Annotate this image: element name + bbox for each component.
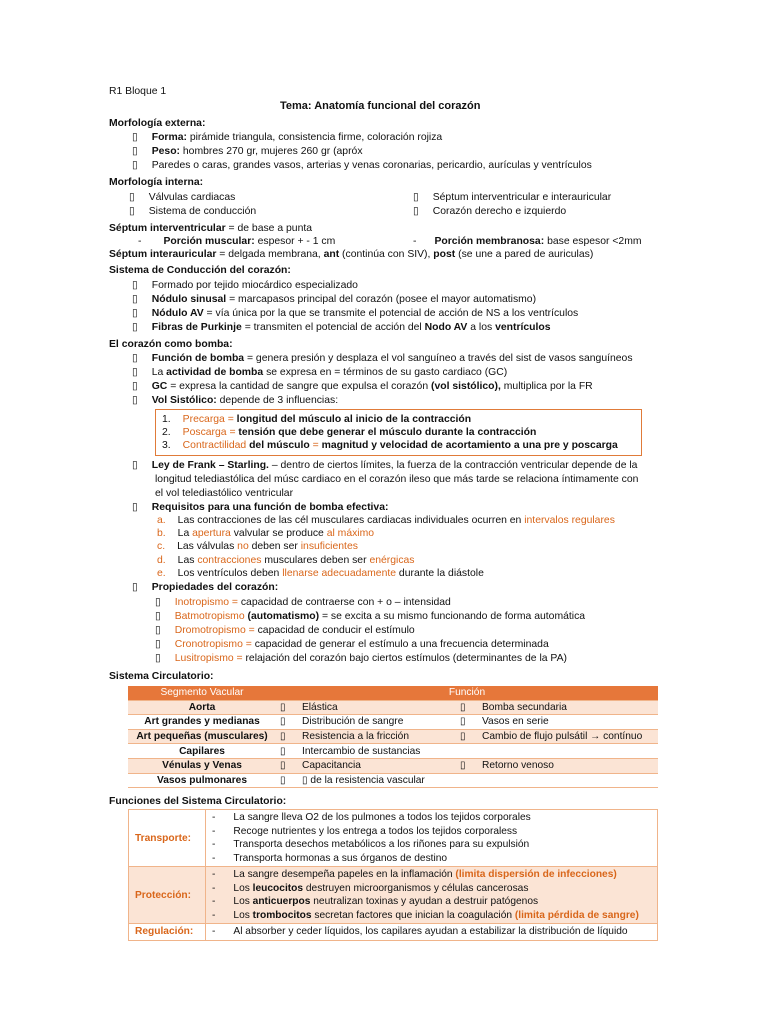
table-row: [129, 924, 658, 941]
septum-muscular: - Porción muscular: espesor + - 1 cm: [138, 236, 336, 247]
segment-cell: Aorta: [128, 700, 276, 715]
functions-table: [128, 809, 658, 941]
list-item: - Transporta desechos metabólicos a los riñones para su expulsión: [212, 839, 530, 850]
group-items: [206, 867, 658, 924]
list-item: - Los leucocitos destruyen microorganismos y células cancerosas: [212, 882, 529, 894]
requisito-item: c. Las válvulas no deben ser insuficientes: [157, 541, 358, 552]
influencia-item: 3. Contractilidad del músculo = magnitud y velocidad de acortamiento a una pre y poscarga: [162, 440, 618, 451]
bullet-cell: ▯: [276, 744, 298, 759]
section-heading: Sistema Circulatorio:: [109, 671, 214, 682]
list-item: ▯ Fibras de Purkinje = transmiten el potencial de acción del Nodo AV a los ventrículos: [132, 322, 551, 333]
table-row: [128, 744, 658, 759]
list-item: - La sangre lleva O2 de los pulmones a todos los tejidos corporales: [212, 812, 531, 823]
list-item: ▯ Sistema de conducción: [129, 206, 257, 217]
col-header: Función: [276, 686, 658, 700]
bullet-cell: ▯: [456, 715, 478, 730]
list-item: - Recoge nutrientes y los entrega a todos los tejidos corporaless: [212, 825, 518, 837]
table-row: [128, 700, 658, 715]
bullet-cell: ▯: [276, 773, 298, 788]
circulatory-table: [128, 686, 658, 788]
segment-cell: Vasos pulmonares: [128, 773, 276, 788]
function-cell: Vasos en serie: [478, 715, 658, 730]
list-item: ▯ Formado por tejido miocárdico especializado: [132, 280, 358, 291]
frank-starling-cont: el vol telediastólico ventricular: [155, 488, 294, 499]
doc-title: Tema: Anatomía funcional del corazón: [280, 100, 481, 112]
list-item: ▯ Corazón derecho e izquierdo: [413, 206, 567, 217]
function-cell: Cambio de flujo pulsátil → contínuo: [478, 729, 658, 744]
section-heading: Morfología interna:: [109, 177, 204, 188]
list-item: ▯ GC = expresa la cantidad de sangre que expulsa el corazón (vol sistólico), multiplica por la FR: [132, 381, 593, 392]
septum-membranosa: - Porción membranosa: base espesor <2mm: [413, 236, 642, 247]
col-header: Segmento Vacular: [128, 686, 276, 700]
septum-line: Séptum interventricular = de base a punta: [109, 223, 313, 234]
function-cell: Resistencia a la fricción: [298, 729, 456, 744]
function-cell: ▯ de la resistencia vascular: [298, 773, 658, 788]
propiedad-item: ▯ Batmotropismo (automatismo) = se excita a su mismo funcionando de forma automática: [155, 611, 586, 622]
group-label: Regulación:: [129, 924, 206, 941]
segment-cell: Capilares: [128, 744, 276, 759]
table-row: [128, 773, 658, 788]
propiedad-item: ▯ Lusitropismo = relajación del corazón bajo ciertos estímulos (determinantes de la PA): [155, 653, 567, 664]
requisito-item: b. La apertura valvular se produce al máximo: [157, 528, 375, 539]
section-heading: Morfología externa:: [109, 118, 206, 129]
table-header: [128, 686, 658, 700]
bullet-cell: ▯: [276, 715, 298, 730]
function-cell: Intercambio de sustancias: [298, 744, 658, 759]
section-heading: El corazón como bomba:: [109, 339, 233, 350]
list-item: ▯ Válvulas cardiacas: [129, 192, 236, 203]
bullet-cell: ▯: [456, 700, 478, 715]
list-item: ▯ Peso: hombres 270 gr, mujeres 260 gr (apróx: [132, 146, 363, 157]
table-row: [129, 867, 658, 924]
function-cell: Distribución de sangre: [298, 715, 456, 730]
requisito-item: a. Las contracciones de las cél musculares cardiacas individuales ocurren en intervalos regulares: [157, 515, 615, 526]
propiedad-item: ▯ Cronotropismo = capacidad de generar el estímulo a una frecuencia determinada: [155, 639, 549, 650]
list-item: - Al absorber y ceder líquidos, los capilares ayudan a estabilizar la distribución de líquido: [212, 926, 628, 937]
list-item: ▯ La actividad de bomba se expresa en = términos de su gasto cardiaco (GC): [132, 367, 508, 378]
frank-starling-cont: longitud telediastólica del músc cardiaco en el corazón ileso que más tarde se relaciona íntimamente con: [155, 474, 639, 485]
segment-cell: Vénulas y Venas: [128, 758, 276, 773]
table-row: [128, 729, 658, 744]
function-cell: Bomba secundaria: [478, 700, 658, 715]
section-heading: Sistema de Conducción del corazón:: [109, 265, 291, 276]
bullet-cell: ▯: [276, 729, 298, 744]
table-row: [128, 715, 658, 730]
propiedad-item: ▯ Dromotropismo = capacidad de conducir el estímulo: [155, 625, 415, 636]
function-cell: Retorno venoso: [478, 758, 658, 773]
function-cell: Capacitancia: [298, 758, 456, 773]
doc-header: R1 Bloque 1: [109, 86, 167, 97]
list-item: ▯ Nódulo AV = vía única por la que se transmite el potencial de acción de NS a los ventrículos: [132, 308, 579, 319]
list-item: - Los trombocitos secretan factores que inician la coagulación (limita pérdida de sangre): [212, 909, 639, 921]
group-label: Protección:: [129, 867, 206, 924]
influencia-item: 1. Precarga = longitud del músculo al inicio de la contracción: [162, 414, 472, 425]
propiedad-item: ▯ Inotropismo = capacidad de contraerse con + o – intensidad: [155, 597, 451, 608]
group-label: Transporte:: [129, 810, 206, 867]
influencia-item: 2. Poscarga = tensión que debe generar el músculo durante la contracción: [162, 427, 537, 438]
frank-starling: ▯ Ley de Frank – Starling. – dentro de ciertos límites, la fuerza de la contracción ventricular depende de la: [132, 460, 638, 471]
requisito-item: d. Las contracciones musculares deben ser enérgicas: [157, 555, 415, 566]
bullet-cell: ▯: [276, 700, 298, 715]
list-item: - La sangre desempeña papeles en la inflamación (limita dispersión de infecciones): [212, 869, 617, 880]
segment-cell: Art grandes y medianas: [128, 715, 276, 730]
list-item: ▯ Séptum interventricular e interauricular: [413, 192, 612, 203]
requisito-item: e. Los ventrículos deben llenarse adecuadamente durante la diástole: [157, 568, 484, 579]
table-row: [129, 810, 658, 867]
septum-interauricular: Séptum interauricular = delgada membrana, ant (continúa con SIV), post (se une a pared de auriculas): [109, 249, 594, 260]
bullet-cell: ▯: [456, 758, 478, 773]
group-items: [206, 924, 658, 941]
table-row: [128, 758, 658, 773]
list-item: ▯ Paredes o caras, grandes vasos, arterias y venas coronarias, pericardio, aurículas y ventrículos: [132, 160, 592, 171]
segment-cell: Art pequeñas (musculares): [128, 729, 276, 744]
propiedades-heading: ▯ Propiedades del corazón:: [132, 582, 279, 593]
list-item: - Los anticuerpos neutralizan toxinas y ayudan a destruir patógenos: [212, 896, 539, 907]
function-cell: Elástica: [298, 700, 456, 715]
section-heading: Funciones del Sistema Circulatorio:: [109, 796, 287, 807]
list-item: ▯ Nódulo sinusal = marcapasos principal del corazón (posee el mayor automatismo): [132, 294, 537, 305]
list-item: ▯ Vol Sistólico: depende de 3 influencias:: [132, 395, 339, 406]
bullet-cell: ▯: [456, 729, 478, 744]
group-items: [206, 810, 658, 867]
list-item: - Transporta hormonas a sus órganos de destino: [212, 852, 448, 864]
list-item: ▯ Función de bomba = genera presión y desplaza el vol sanguíneo a través del sist de vasos sanguíneos: [132, 353, 633, 364]
requisitos-heading: ▯ Requisitos para una función de bomba efectiva:: [132, 502, 389, 513]
bullet-cell: ▯: [276, 758, 298, 773]
list-item: ▯ Forma: pirámide triangula, consistencia firme, coloración rojiza: [132, 132, 443, 143]
